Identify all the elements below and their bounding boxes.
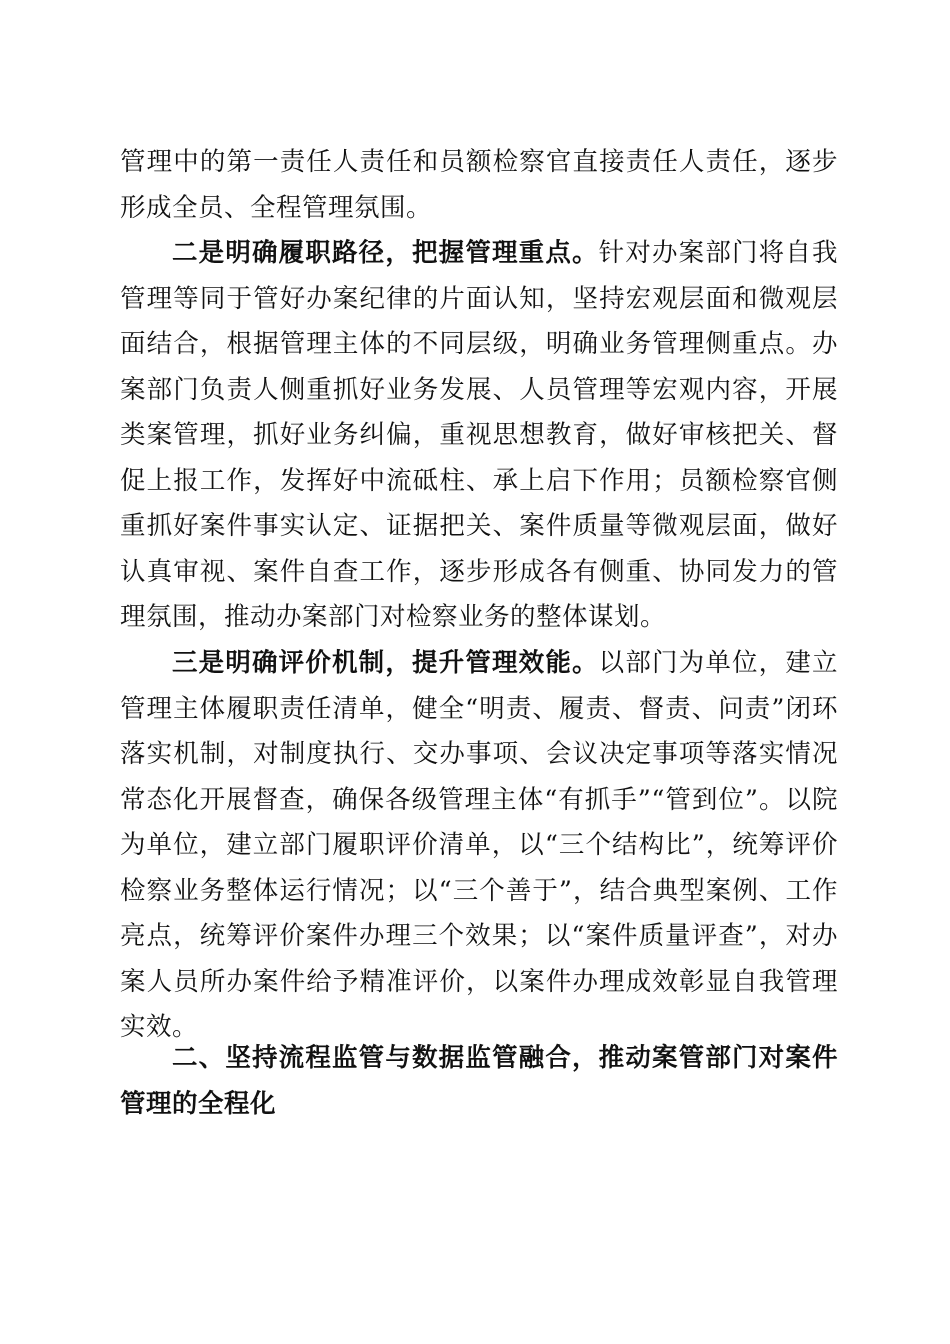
paragraph-text: 管理中的第一责任人责任和员额检察官直接责任人责任，逐步形成全员、全程管理氛围。: [120, 147, 838, 223]
paragraph-continuation: [120, 140, 838, 231]
section-heading: 二、坚持流程监管与数据监管融合，推动案管部门对案件管理的全程化: [120, 1043, 838, 1119]
paragraph-lead: 二是明确履职路径，把握管理重点。: [172, 238, 599, 268]
paragraph-text: 以部门为单位，建立管理主体履职责任清单，健全“明责、履责、督责、问责”闭环落实机制，对制度执行、交办事项、会议决定事项等落实情况常态化开展督查，确保各级管理主体“有抓手”“管到位”。以院为单位，建立部门履职评价清单，以“三个结构比”，统筹评价检察业务整体运行情况；以“三个善于”，结合典型案例、工作亮点，统筹评价案件办理三个效果；以“案件质量评查”，对办案人员所办案件给予精准评价，以案件办理成效彰显自我管理实效。: [120, 648, 838, 1042]
paragraph-text: 针对办案部门将自我管理等同于管好办案纪律的片面认知，坚持宏观层面和微观层面结合，根据管理主体的不同层级，明确业务管理侧重点。办案部门负责人侧重抓好业务发展、人员管理等宏观内容，开展类案管理，抓好业务纠偏，重视思想教育，做好审核把关、督促上报工作，发挥好中流砥柱、承上启下作用；员额检察官侧重抓好案件事实认定、证据把关、案件质量等微观层面，做好认真审视、案件自查工作，逐步形成各有侧重、协同发力的管理氛围，推动办案部门对检察业务的整体谋划。: [120, 238, 838, 632]
paragraph-clarify-duties: [120, 231, 838, 641]
paragraph-lead: 三是明确评价机制，提升管理效能。: [172, 648, 599, 678]
paragraph-evaluation-mechanism: [120, 641, 838, 1051]
